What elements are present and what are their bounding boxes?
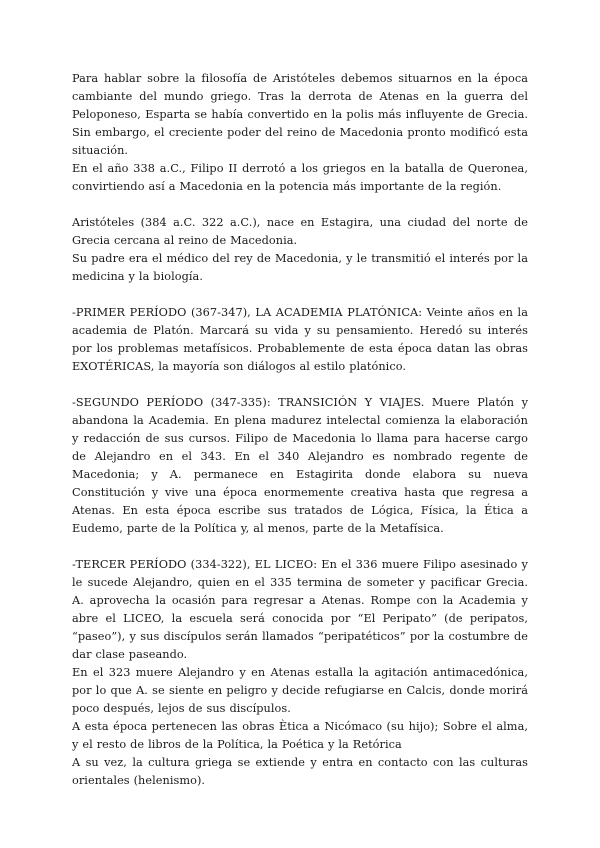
paragraph-father: Su padre era el médico del rey de Macedonia, y le transmitió el interés por la medicina y la biología. — [72, 252, 528, 283]
paragraph-alexander-death: En el 323 muere Alejandro y en Atenas estalla la agitación antimacedónica, por lo que A. se siente en peligro y decide refugiarse en Calcis, donde morirá poco después, lejos de sus discípulos. — [72, 666, 528, 715]
spacer — [72, 196, 528, 214]
spacer — [72, 376, 528, 394]
paragraph-queronea: En el año 338 a.C., Filipo II derrotó a los griegos en la batalla de Queronea, convirtiendo así a Macedonia en la potencia más importante de la región. — [72, 162, 528, 193]
paragraph-first-period: -PRIMER PERÍODO (367-347), LA ACADEMIA PLATÓNICA: Veinte años en la academia de Platón. Marcará su vida y su pensamiento. Heredó su interés por los problemas metafísicos. Probablemente de esta época datan las obras EXOTÉRICAS, la mayoría son diálogos al estilo platónico. — [72, 306, 528, 373]
paragraph-birth: Aristóteles (384 a.C. 322 a.C.), nace en Estagira, una ciudad del norte de Grecia cercana al reino de Macedonia. — [72, 216, 528, 247]
paragraph-third-period: -TERCER PERÍODO (334-322), EL LICEO: En el 336 muere Filipo asesinado y le sucede Alejandro, quien en el 335 termina de someter y pacificar Grecia. A. aprovecha la ocasión para regresar a Atenas. Rompe con la Academia y abre el LICEO, la escuela será conocida por “El Peripato” (de peripatos, “paseo”), y sus discípulos serán llamados “peripatéticos” por la costumbre de dar clase paseando. — [72, 558, 528, 661]
paragraph-works: A esta época pertenecen las obras Ètica a Nicómaco (su hijo); Sobre el alma, y el resto de libros de la Política, la Poética y la Retórica — [72, 720, 528, 751]
spacer — [72, 538, 528, 556]
paragraph-hellenism: A su vez, la cultura griega se extiende y entra en contacto con las culturas orientales (helenismo). — [72, 756, 528, 787]
paragraph-intro: Para hablar sobre la filosofía de Aristóteles debemos situarnos en la época cambiante del mundo griego. Tras la derrota de Atenas en la guerra del Peloponeso, Esparta se había convertido en la polis más influyente de Grecia. Sin embargo, el creciente poder del reino de Macedonia pronto modificó esta situación. — [72, 72, 528, 157]
paragraph-second-period: -SEGUNDO PERÍODO (347-335): TRANSICIÓN Y VIAJES. Muere Platón y abandona la Academia. En plena madurez intelectal comienza la elaboración y redacción de sus cursos. Filipo de Macedonia lo llama para hacerse cargo de Alejandro en el 343. En el 340 Alejandro es nombrado regente de Macedonia; y A. permanece en Estagirita donde elabora su nueva Constitución y vive una época enormemente creativa hasta que regresa a Atenas. En esta época escribe sus tratados de Lógica, Física, la Ética a Eudemo, parte de la Política y, al menos, parte de la Metafísica. — [72, 396, 528, 535]
spacer — [72, 286, 528, 304]
